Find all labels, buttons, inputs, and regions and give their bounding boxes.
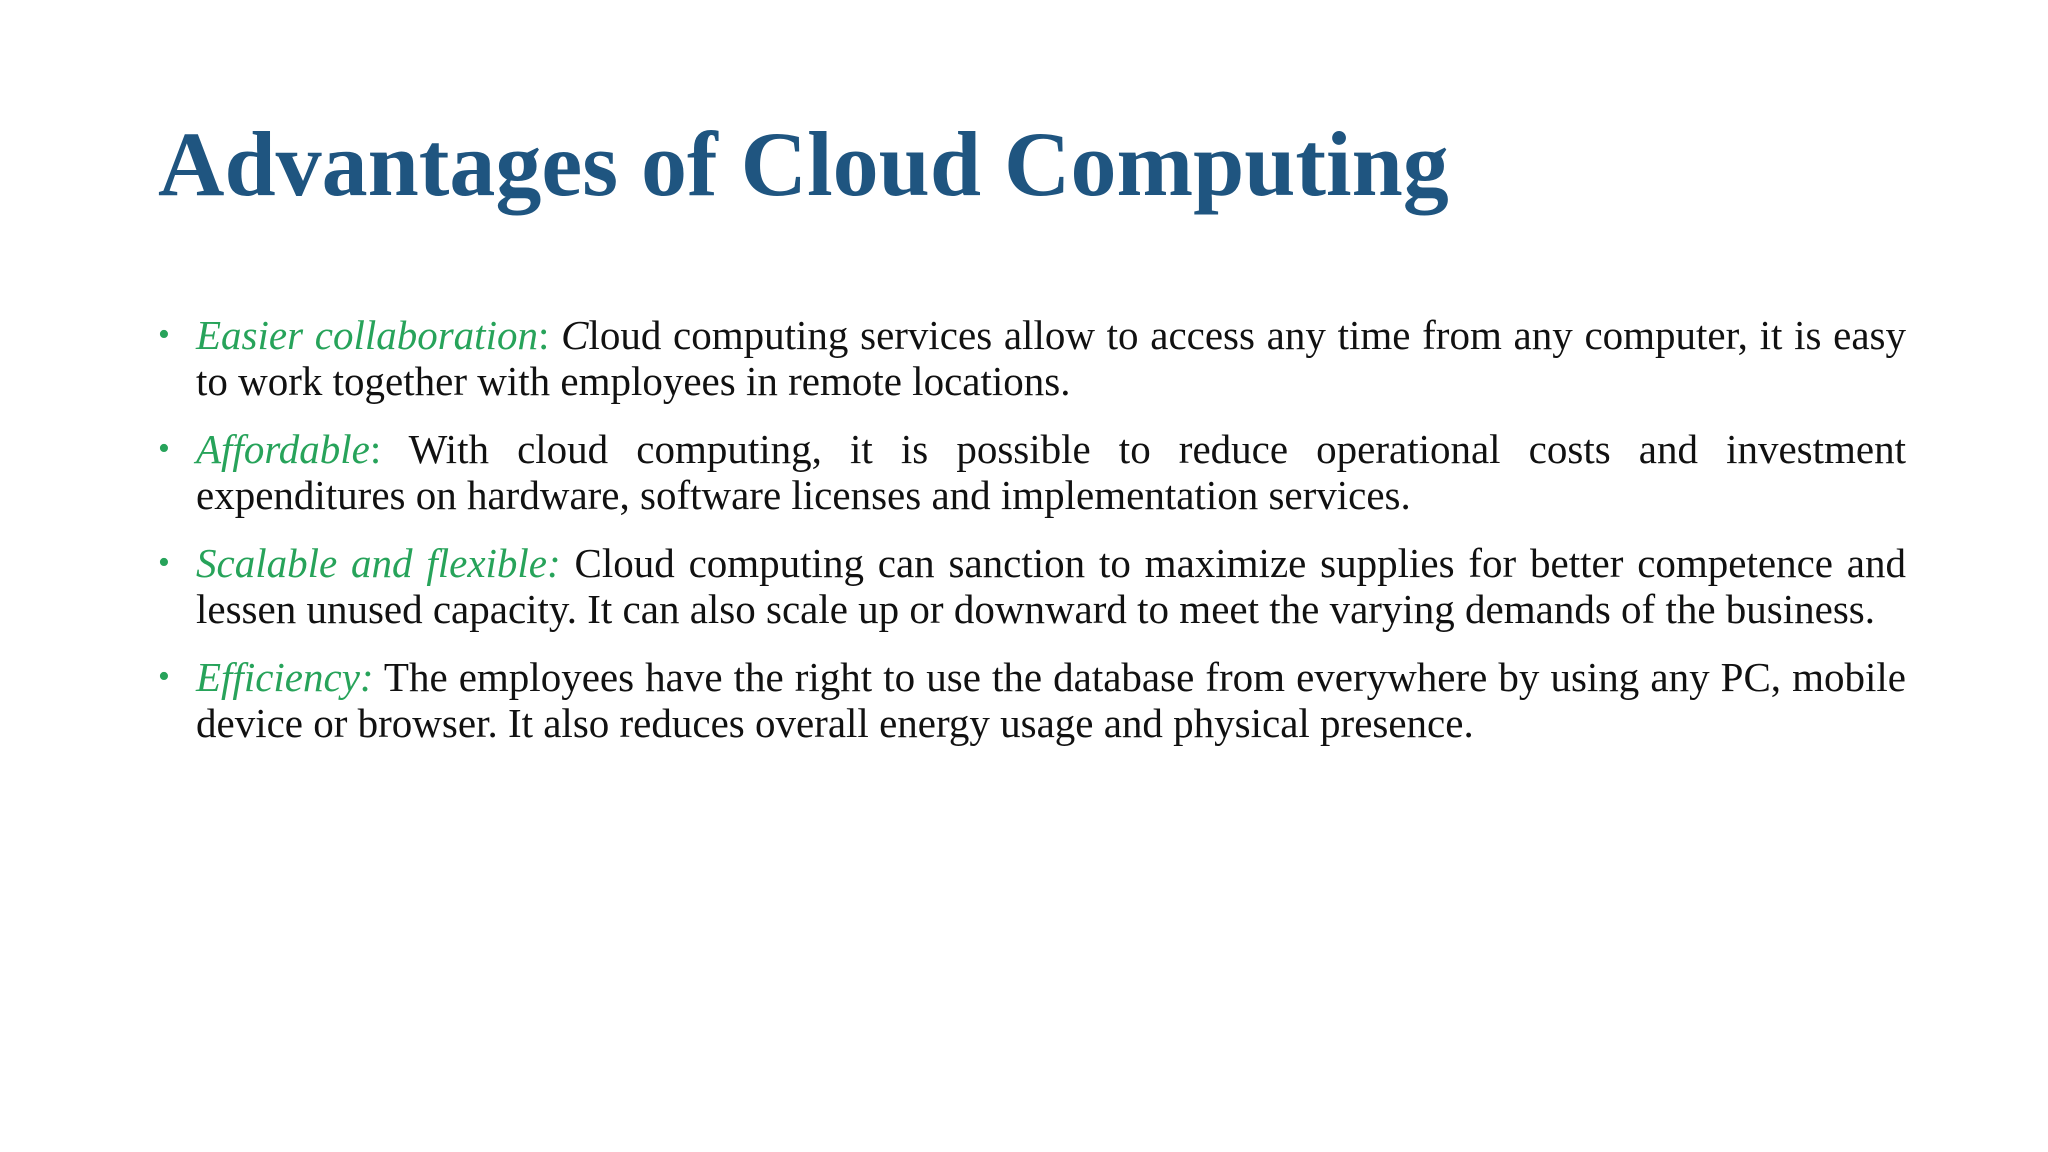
- bullet-term: Efficiency:: [196, 654, 374, 700]
- bullet-item-easier-collaboration: [158, 312, 1906, 404]
- bullet-term: Scalable and flexible:: [196, 540, 561, 586]
- bullet-item-scalable-and-flexible: [158, 540, 1906, 632]
- bullet-separator: [561, 540, 575, 586]
- bullet-dot-icon: •: [158, 430, 170, 467]
- bullet-list: [158, 312, 1906, 768]
- bullet-item-affordable: [158, 426, 1906, 518]
- bullet-separator: :: [537, 312, 562, 358]
- bullet-term: Easier collaboration: [196, 312, 538, 358]
- bullet-separator: :: [369, 426, 409, 472]
- bullet-item-efficiency: [158, 654, 1906, 746]
- bullet-dot-icon: •: [158, 316, 170, 353]
- bullet-separator: [374, 654, 384, 700]
- bullet-text: The employees have the right to use the database from everywhere by using any PC, mobile device or browser. It also reduces overall energy usage and physical presence.: [196, 654, 1907, 746]
- bullet-lead-letter: C: [561, 312, 589, 358]
- bullet-text: Cloud computing can sanction to maximize supplies for better competence and lessen unused capacity. It can also scale up or downward to meet the varying demands of the business.: [196, 540, 1907, 632]
- bullet-term: Affordable: [196, 426, 370, 472]
- bullet-text: loud computing services allow to access any time from any computer, it is easy to work together with employees in remote locations.: [196, 312, 1906, 404]
- slide-title: Advantages of Cloud Computing: [158, 113, 1449, 215]
- bullet-text: With cloud computing, it is possible to reduce operational costs and investment expenditures on hardware, software licenses and implementation services.: [196, 426, 1906, 518]
- bullet-dot-icon: •: [158, 658, 170, 695]
- bullet-dot-icon: •: [158, 544, 170, 581]
